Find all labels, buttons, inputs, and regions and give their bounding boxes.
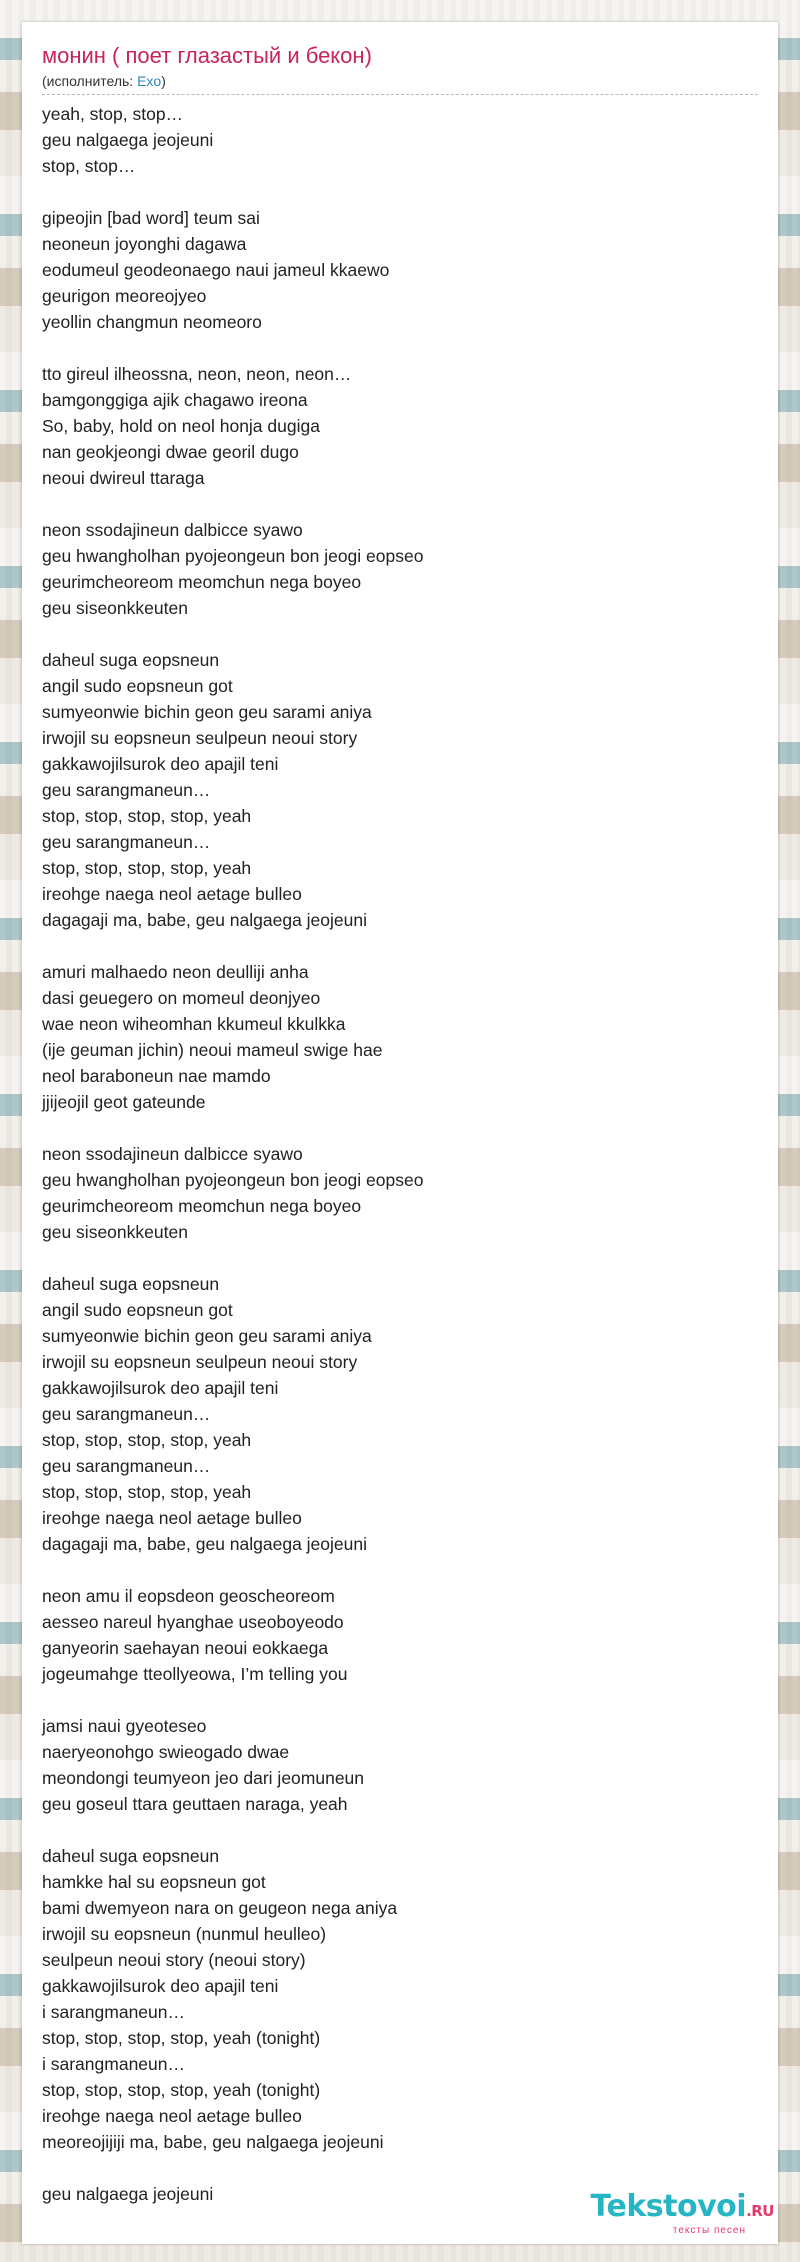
lyrics-line: yeollin changmun neomeoro: [42, 312, 262, 332]
lyrics-line: dasi geuegero on momeul deonjyeo: [42, 988, 321, 1008]
lyrics-line: neon amu il eopsdeon geoscheoreom: [42, 1586, 335, 1606]
lyrics-line: wae neon wiheomhan kkumeul kkulkka: [42, 1014, 346, 1034]
lyrics-line: jogeumahge tteollyeowa, I’m telling you: [42, 1664, 348, 1684]
lyrics-line: geu hwangholhan pyojeongeun bon jeogi eopseo: [42, 546, 424, 566]
lyrics-line: geu sarangmaneun…: [42, 1404, 211, 1424]
lyrics-blank-line: [42, 933, 758, 959]
lyrics-blank-line: [42, 621, 758, 647]
lyrics-line: naeryeonohgo swieogado dwae: [42, 1742, 290, 1762]
lyrics-line: yeah, stop, stop…: [42, 104, 184, 124]
lyrics-line: i sarangmaneun…: [42, 2054, 185, 2074]
lyrics-line: geurigon meoreojyeo: [42, 286, 207, 306]
lyrics-blank-line: [42, 491, 758, 517]
lyrics-line: gipeojin [bad word] teum sai: [42, 208, 260, 228]
lyrics-line: angil sudo eopsneun got: [42, 676, 233, 696]
lyrics-line: daheul suga eopsneun: [42, 1274, 220, 1294]
lyrics-blank-line: [42, 1687, 758, 1713]
lyrics-line: sumyeonwie bichin geon geu sarami aniya: [42, 702, 372, 722]
lyrics-line: neon ssodajineun dalbicce syawo: [42, 520, 303, 540]
lyrics-line: sumyeonwie bichin geon geu sarami aniya: [42, 1326, 372, 1346]
lyrics-line: geurimcheoreom meomchun nega boyeo: [42, 572, 362, 592]
lyrics-card: [22, 22, 778, 2244]
lyrics-line: neoui dwireul ttaraga: [42, 468, 205, 488]
lyrics-line: (ije geuman jichin) neoui mameul swige hae: [42, 1040, 383, 1060]
lyrics-line: neoneun joyonghi dagawa: [42, 234, 247, 254]
lyrics-line: eodumeul geodeonaego naui jameul kkaewo: [42, 260, 390, 280]
logo-domain: .RU: [746, 2202, 774, 2220]
lyrics-line: ganyeorin saehayan neoui eokkaega: [42, 1638, 329, 1658]
lyrics-line: gakkawojilsurok deo apajil teni: [42, 754, 279, 774]
lyrics-line: daheul suga eopsneun: [42, 1846, 220, 1866]
lyrics-blank-line: [42, 1557, 758, 1583]
lyrics-line: hamkke hal su eopsneun got: [42, 1872, 266, 1892]
lyrics-line: stop, stop, stop, stop, yeah: [42, 858, 252, 878]
lyrics-line: ireohge naega neol aetage bulleo: [42, 2106, 302, 2126]
lyrics-line: geu siseonkkeuten: [42, 1222, 188, 1242]
lyrics-line: bamgonggiga ajik chagawo ireona: [42, 390, 308, 410]
lyrics-line: seulpeun neoui story (neoui story): [42, 1950, 306, 1970]
lyrics-line: nan geokjeongi dwae georil dugo: [42, 442, 299, 462]
lyrics-blank-line: [42, 1245, 758, 1271]
lyrics-blank-line: [42, 335, 758, 361]
lyrics-line: irwojil su eopsneun seulpeun neoui story: [42, 1352, 358, 1372]
lyrics-line: amuri malhaedo neon deulliji anha: [42, 962, 309, 982]
lyrics-line: geurimcheoreom meomchun nega boyeo: [42, 1196, 362, 1216]
lyrics-line: i sarangmaneun…: [42, 2002, 185, 2022]
lyrics-line: geu nalgaega jeojeuni: [42, 130, 214, 150]
artist-suffix: ): [161, 73, 166, 89]
lyrics-line: angil sudo eopsneun got: [42, 1300, 233, 1320]
artist-link[interactable]: Exo: [137, 73, 162, 89]
lyrics-line: geu sarangmaneun…: [42, 1456, 211, 1476]
lyrics-line: geu hwangholhan pyojeongeun bon jeogi eopseo: [42, 1170, 424, 1190]
lyrics-line: geu siseonkkeuten: [42, 598, 188, 618]
lyrics-line: geu goseul ttara geuttaen naraga, yeah: [42, 1794, 348, 1814]
lyrics-line: stop, stop, stop, stop, yeah: [42, 806, 252, 826]
lyrics-line: irwojil su eopsneun (nunmul heulleo): [42, 1924, 327, 1944]
title-divider: [42, 94, 758, 95]
lyrics-line: meondongi teumyeon jeo dari jeomuneun: [42, 1768, 365, 1788]
lyrics-line: daheul suga eopsneun: [42, 650, 220, 670]
lyrics-line: dagagaji ma, babe, geu nalgaega jeojeuni: [42, 910, 367, 930]
lyrics-line: neon ssodajineun dalbicce syawo: [42, 1144, 303, 1164]
lyrics-line: gakkawojilsurok deo apajil teni: [42, 1976, 279, 1996]
lyrics-line: neol baraboneun nae mamdo: [42, 1066, 271, 1086]
lyrics-line: jjijeojil geot gateunde: [42, 1092, 206, 1112]
lyrics-line: ireohge naega neol aetage bulleo: [42, 1508, 302, 1528]
lyrics-line: irwojil su eopsneun seulpeun neoui story: [42, 728, 358, 748]
artist-prefix: (исполнитель:: [42, 73, 138, 89]
site-logo[interactable]: [591, 2191, 774, 2236]
lyrics-blank-line: [42, 179, 758, 205]
song-title: монин ( поет глазастый и бекон): [42, 43, 372, 68]
lyrics-line: geu sarangmaneun…: [42, 780, 211, 800]
lyrics-line: stop, stop, stop, stop, yeah: [42, 1482, 252, 1502]
lyrics-line: stop, stop, stop, stop, yeah (tonight): [42, 2080, 321, 2100]
lyrics-line: meoreojijiji ma, babe, geu nalgaega jeojeuni: [42, 2132, 384, 2152]
lyrics-line: So, baby, hold on neol honja dugiga: [42, 416, 320, 436]
logo-tagline: тексты песен: [672, 2225, 746, 2236]
lyrics-line: tto gireul ilheossna, neon, neon, neon…: [42, 364, 352, 384]
lyrics-line: geu sarangmaneun…: [42, 832, 211, 852]
lyrics-line: ireohge naega neol aetage bulleo: [42, 884, 302, 904]
lyrics-blank-line: [42, 1115, 758, 1141]
lyrics-line: jamsi naui gyeoteseo: [42, 1716, 207, 1736]
lyrics-line: stop, stop, stop, stop, yeah (tonight): [42, 2028, 321, 2048]
logo-name: Tekstovoi: [590, 2189, 747, 2224]
artist-line: [42, 72, 758, 90]
lyrics-line: stop, stop, stop, stop, yeah: [42, 1430, 252, 1450]
lyrics-text: [42, 101, 758, 2207]
lyrics-line: stop, stop…: [42, 156, 136, 176]
lyrics-blank-line: [42, 2155, 758, 2181]
lyrics-line: geu nalgaega jeojeuni: [42, 2184, 214, 2204]
lyrics-line: aesseo nareul hyanghae useoboyeodo: [42, 1612, 344, 1632]
lyrics-line: bami dwemyeon nara on geugeon nega aniya: [42, 1898, 398, 1918]
lyrics-line: gakkawojilsurok deo apajil teni: [42, 1378, 279, 1398]
lyrics-line: dagagaji ma, babe, geu nalgaega jeojeuni: [42, 1534, 367, 1554]
lyrics-blank-line: [42, 1817, 758, 1843]
